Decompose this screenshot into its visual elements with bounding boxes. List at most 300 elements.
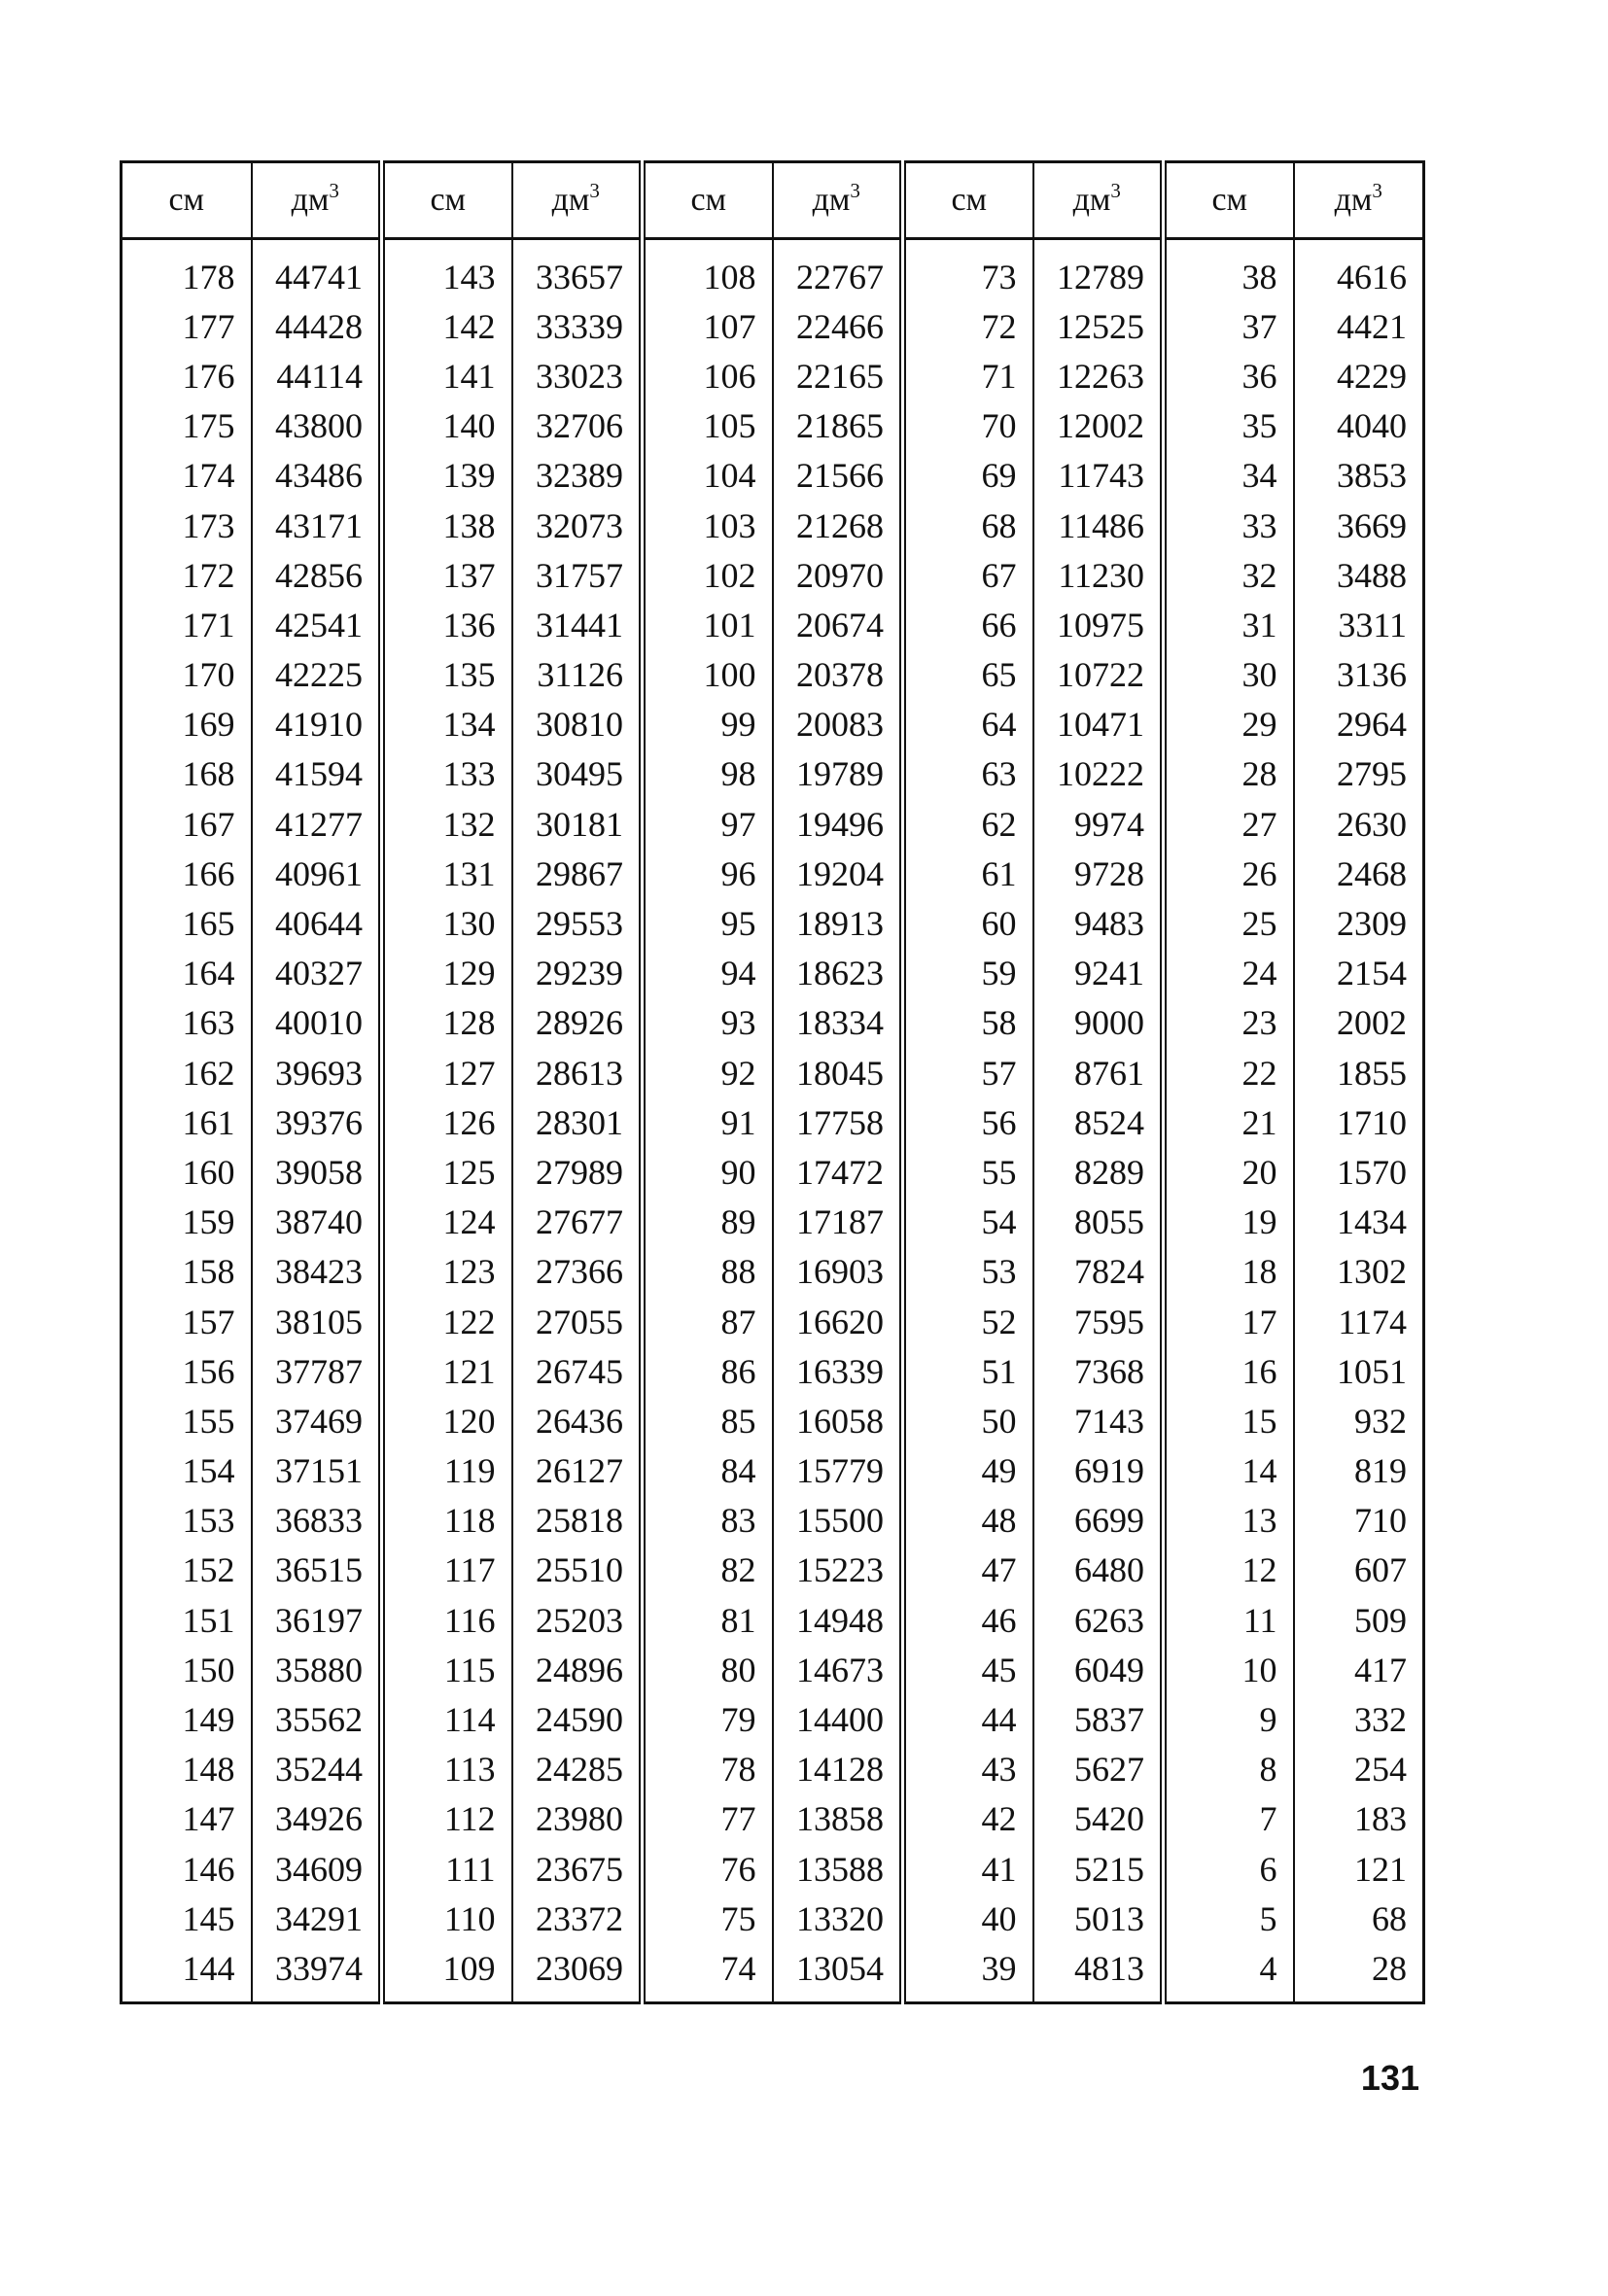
dm3-value: 3853 (1294, 451, 1424, 501)
cm-value: 133 (382, 749, 512, 799)
cm-value: 125 (382, 1147, 512, 1197)
cm-value: 134 (382, 700, 512, 749)
cm-value: 38 (1164, 239, 1294, 302)
cm-value: 105 (643, 401, 773, 451)
cm-value: 147 (182, 1799, 235, 1839)
cm-value: 5 (1164, 1894, 1294, 1943)
cm-value: 26 (1164, 849, 1294, 898)
cm-value: 73 (903, 239, 1033, 302)
dm3-value: 22767 (773, 239, 903, 302)
cm-value: 145 (182, 1898, 235, 1938)
cm-value: 178 (182, 257, 235, 296)
dm3-value: 417 (1294, 1645, 1424, 1694)
dm3-value: 25510 (512, 1546, 643, 1595)
dm3-value: 23675 (512, 1844, 643, 1894)
cm-value: 124 (382, 1198, 512, 1247)
dm3-value: 6049 (1033, 1645, 1164, 1694)
cm-value: 150 (182, 1650, 235, 1689)
dm3-value: 2154 (1294, 949, 1424, 998)
cm-value: 18 (1164, 1247, 1294, 1297)
table-row (122, 1198, 1424, 1247)
dm3-value: 2795 (1294, 749, 1424, 799)
table-row (122, 898, 1424, 948)
table-row (122, 799, 1424, 849)
cm-value: 131 (382, 849, 512, 898)
table-row (122, 1844, 1424, 1894)
cm-value: 109 (382, 1943, 512, 2002)
dm3-value: 10222 (1033, 749, 1164, 799)
dm3-value: 32389 (512, 451, 643, 501)
cm-value: 103 (643, 501, 773, 550)
table-row (122, 849, 1424, 898)
dm3-value: 12263 (1033, 351, 1164, 400)
dm3-value: 6263 (1033, 1595, 1164, 1645)
dm3-value: 27366 (512, 1247, 643, 1297)
dm3-value: 44428 (252, 301, 382, 351)
cm-value: 116 (382, 1595, 512, 1645)
cm-value: 75 (643, 1894, 773, 1943)
dm3-value: 7595 (1033, 1297, 1164, 1346)
header-cm-1: см (122, 162, 252, 239)
dm3-value: 33339 (512, 301, 643, 351)
dm3-value: 509 (1294, 1595, 1424, 1645)
table-row (122, 550, 1424, 600)
cm-value: 6 (1164, 1844, 1294, 1894)
table-row (122, 1048, 1424, 1097)
dm3-value: 42856 (252, 550, 382, 600)
cm-value: 76 (643, 1844, 773, 1894)
cm-value: 8 (1164, 1745, 1294, 1794)
cm-value: 174 (182, 456, 235, 496)
cm-value: 43 (903, 1745, 1033, 1794)
header-dm-exponent: 3 (329, 179, 339, 202)
dm3-value: 1051 (1294, 1346, 1424, 1396)
cm-value: 55 (903, 1147, 1033, 1197)
dm3-value: 40010 (252, 998, 382, 1048)
cm-value: 23 (1164, 998, 1294, 1048)
cm-value: 146 (182, 1849, 235, 1889)
cm-value: 63 (903, 749, 1033, 799)
dm3-value: 5627 (1033, 1745, 1164, 1794)
dm3-value: 4421 (1294, 301, 1424, 351)
table-body (122, 239, 1424, 2003)
dm3-value: 39376 (252, 1097, 382, 1147)
dm3-value: 31126 (512, 650, 643, 700)
dm3-value: 8055 (1033, 1198, 1164, 1247)
cm-value: 79 (643, 1694, 773, 1744)
dm3-value: 40644 (252, 898, 382, 948)
cm-value: 80 (643, 1645, 773, 1694)
dm3-value: 11743 (1033, 451, 1164, 501)
dm3-value: 17187 (773, 1198, 903, 1247)
dm3-value: 15223 (773, 1546, 903, 1595)
dm3-value: 23069 (512, 1943, 643, 2002)
cm-value: 130 (382, 898, 512, 948)
dm3-value: 38423 (252, 1247, 382, 1297)
cm-value: 20 (1164, 1147, 1294, 1197)
cm-value: 91 (643, 1097, 773, 1147)
dm3-value: 23372 (512, 1894, 643, 1943)
dm3-value: 3311 (1294, 600, 1424, 649)
dm3-value: 7824 (1033, 1247, 1164, 1297)
cm-value: 108 (643, 239, 773, 302)
cm-value: 86 (643, 1346, 773, 1396)
dm3-value: 18623 (773, 949, 903, 998)
cm-value: 93 (643, 998, 773, 1048)
cm-value: 14 (1164, 1446, 1294, 1496)
cm-value: 48 (903, 1496, 1033, 1546)
dm3-value: 31441 (512, 600, 643, 649)
dm3-value: 39058 (252, 1147, 382, 1197)
dm3-value: 1302 (1294, 1247, 1424, 1297)
dm3-value: 8761 (1033, 1048, 1164, 1097)
table-row (122, 1297, 1424, 1346)
cm-value: 67 (903, 550, 1033, 600)
dm3-value: 9000 (1033, 998, 1164, 1048)
cm-value: 58 (903, 998, 1033, 1048)
table-row (122, 1496, 1424, 1546)
header-dm-exponent: 3 (1110, 179, 1121, 202)
cm-value: 52 (903, 1297, 1033, 1346)
table-row (122, 1097, 1424, 1147)
cm-value: 17 (1164, 1297, 1294, 1346)
dm3-value: 15779 (773, 1446, 903, 1496)
dm3-value: 18045 (773, 1048, 903, 1097)
dm3-value: 3136 (1294, 650, 1424, 700)
table-row (122, 401, 1424, 451)
table-row (122, 1794, 1424, 1844)
volume-table (120, 160, 1425, 2004)
table-row (122, 1147, 1424, 1197)
cm-value: 137 (382, 550, 512, 600)
table-row (122, 1943, 1424, 2002)
cm-value: 22 (1164, 1048, 1294, 1097)
cm-value: 68 (903, 501, 1033, 550)
cm-value: 85 (643, 1396, 773, 1445)
cm-value: 34 (1164, 451, 1294, 501)
cm-value: 11 (1164, 1595, 1294, 1645)
cm-value: 59 (903, 949, 1033, 998)
header-dm-exponent: 3 (1372, 179, 1382, 202)
dm3-value: 20378 (773, 650, 903, 700)
table-row (122, 1247, 1424, 1297)
cm-value: 54 (903, 1198, 1033, 1247)
dm3-value: 43171 (252, 501, 382, 550)
header-cm-5: см (1164, 162, 1294, 239)
dm3-value: 41277 (252, 799, 382, 849)
dm3-value: 4040 (1294, 401, 1424, 451)
cm-value: 136 (382, 600, 512, 649)
cm-value: 104 (643, 451, 773, 501)
cm-value: 169 (182, 705, 235, 745)
cm-value: 46 (903, 1595, 1033, 1645)
dm3-value: 6699 (1033, 1496, 1164, 1546)
cm-value: 117 (382, 1546, 512, 1595)
dm3-value: 2002 (1294, 998, 1424, 1048)
cm-value: 101 (643, 600, 773, 649)
dm3-value: 13054 (773, 1943, 903, 2002)
dm3-value: 30495 (512, 749, 643, 799)
dm3-value: 121 (1294, 1844, 1424, 1894)
table-row (122, 301, 1424, 351)
cm-value: 72 (903, 301, 1033, 351)
cm-value: 154 (182, 1451, 235, 1491)
dm3-value: 38105 (252, 1297, 382, 1346)
dm3-value: 6919 (1033, 1446, 1164, 1496)
table-row (122, 451, 1424, 501)
dm3-value: 10471 (1033, 700, 1164, 749)
dm3-value: 41910 (252, 700, 382, 749)
dm3-value: 13320 (773, 1894, 903, 1943)
dm3-value: 1174 (1294, 1297, 1424, 1346)
dm3-value: 34609 (252, 1844, 382, 1894)
cm-value: 81 (643, 1595, 773, 1645)
cm-value: 36 (1164, 351, 1294, 400)
dm3-value: 31757 (512, 550, 643, 600)
dm3-value: 17758 (773, 1097, 903, 1147)
cm-value: 167 (182, 804, 235, 844)
dm3-value: 20674 (773, 600, 903, 649)
cm-value: 28 (1164, 749, 1294, 799)
dm3-value: 26745 (512, 1346, 643, 1396)
dm3-value: 4229 (1294, 351, 1424, 400)
cm-value: 21 (1164, 1097, 1294, 1147)
dm3-value: 819 (1294, 1446, 1424, 1496)
dm3-value: 43800 (252, 401, 382, 451)
table-row (122, 700, 1424, 749)
cm-value: 120 (382, 1396, 512, 1445)
cm-value: 10 (1164, 1645, 1294, 1694)
dm3-value: 25818 (512, 1496, 643, 1546)
table-row (122, 650, 1424, 700)
cm-value: 35 (1164, 401, 1294, 451)
cm-value: 82 (643, 1546, 773, 1595)
cm-value: 64 (903, 700, 1033, 749)
dm3-value: 22466 (773, 301, 903, 351)
cm-value: 175 (182, 406, 235, 446)
dm3-value: 34291 (252, 1894, 382, 1943)
cm-value: 144 (182, 1948, 235, 1988)
cm-value: 37 (1164, 301, 1294, 351)
dm3-value: 35562 (252, 1694, 382, 1744)
cm-value: 98 (643, 749, 773, 799)
cm-value: 156 (182, 1351, 235, 1391)
dm3-value: 5837 (1033, 1694, 1164, 1744)
cm-value: 15 (1164, 1396, 1294, 1445)
dm3-value: 6480 (1033, 1546, 1164, 1595)
table-row (122, 239, 1424, 302)
dm3-value: 17472 (773, 1147, 903, 1197)
cm-value: 57 (903, 1048, 1033, 1097)
dm3-value: 37787 (252, 1346, 382, 1396)
dm3-value: 11486 (1033, 501, 1164, 550)
cm-value: 71 (903, 351, 1033, 400)
dm3-value: 29553 (512, 898, 643, 948)
cm-value: 42 (903, 1794, 1033, 1844)
cm-value: 177 (182, 306, 235, 346)
cm-value: 32 (1164, 550, 1294, 600)
cm-value: 118 (382, 1496, 512, 1546)
dm3-value: 9483 (1033, 898, 1164, 948)
dm3-value: 12789 (1033, 239, 1164, 302)
dm3-value: 28301 (512, 1097, 643, 1147)
dm3-value: 25203 (512, 1595, 643, 1645)
dm3-value: 932 (1294, 1396, 1424, 1445)
dm3-value: 9241 (1033, 949, 1164, 998)
cm-value: 60 (903, 898, 1033, 948)
cm-value: 44 (903, 1694, 1033, 1744)
header-dm-label: дм (812, 182, 851, 218)
cm-value: 129 (382, 949, 512, 998)
dm3-value: 33974 (252, 1943, 382, 2002)
dm3-value: 2630 (1294, 799, 1424, 849)
dm3-value: 27677 (512, 1198, 643, 1247)
dm3-value: 254 (1294, 1745, 1424, 1794)
cm-value: 30 (1164, 650, 1294, 700)
cm-value: 111 (382, 1844, 512, 1894)
dm3-value: 14128 (773, 1745, 903, 1794)
header-cm-3: см (643, 162, 773, 239)
dm3-value: 42541 (252, 600, 382, 649)
dm3-value: 8524 (1033, 1097, 1164, 1147)
dm3-value: 43486 (252, 451, 382, 501)
cm-value: 65 (903, 650, 1033, 700)
table-row (122, 1446, 1424, 1496)
header-dm-label: дм (1334, 182, 1373, 218)
dm3-value: 39693 (252, 1048, 382, 1097)
cm-value: 83 (643, 1496, 773, 1546)
dm3-value: 32073 (512, 501, 643, 550)
dm3-value: 9728 (1033, 849, 1164, 898)
header-dm3-3 (773, 162, 903, 239)
cm-value: 24 (1164, 949, 1294, 998)
cm-value: 171 (182, 605, 235, 644)
dm3-value: 8289 (1033, 1147, 1164, 1197)
header-row (122, 162, 1424, 239)
dm3-value: 20970 (773, 550, 903, 600)
dm3-value: 20083 (773, 700, 903, 749)
dm3-value: 36197 (252, 1595, 382, 1645)
cm-value: 92 (643, 1048, 773, 1097)
cm-value: 143 (382, 239, 512, 302)
cm-value: 163 (182, 1003, 235, 1043)
dm3-value: 42225 (252, 650, 382, 700)
cm-value: 128 (382, 998, 512, 1048)
cm-value: 51 (903, 1346, 1033, 1396)
header-dm-label: дм (291, 182, 330, 218)
dm3-value: 13858 (773, 1794, 903, 1844)
cm-value: 84 (643, 1446, 773, 1496)
dm3-value: 33023 (512, 351, 643, 400)
dm3-value: 5215 (1033, 1844, 1164, 1894)
dm3-value: 27989 (512, 1147, 643, 1197)
table-row (122, 1894, 1424, 1943)
dm3-value: 710 (1294, 1496, 1424, 1546)
cm-value: 47 (903, 1546, 1033, 1595)
dm3-value: 12002 (1033, 401, 1164, 451)
table-row (122, 1346, 1424, 1396)
dm3-value: 37469 (252, 1396, 382, 1445)
dm3-value: 7143 (1033, 1396, 1164, 1445)
dm3-value: 1434 (1294, 1198, 1424, 1247)
table-row (122, 351, 1424, 400)
dm3-value: 32706 (512, 401, 643, 451)
dm3-value: 14673 (773, 1645, 903, 1694)
cm-value: 114 (382, 1694, 512, 1744)
cm-value: 153 (182, 1501, 235, 1541)
cm-value: 25 (1164, 898, 1294, 948)
dm3-value: 19789 (773, 749, 903, 799)
cm-value: 140 (382, 401, 512, 451)
table-row (122, 501, 1424, 550)
dm3-value: 23980 (512, 1794, 643, 1844)
dm3-value: 183 (1294, 1794, 1424, 1844)
cm-value: 7 (1164, 1794, 1294, 1844)
dm3-value: 36515 (252, 1546, 382, 1595)
cm-value: 66 (903, 600, 1033, 649)
cm-value: 27 (1164, 799, 1294, 849)
dm3-value: 2309 (1294, 898, 1424, 948)
dm3-value: 27055 (512, 1297, 643, 1346)
dm3-value: 44114 (252, 351, 382, 400)
dm3-value: 14948 (773, 1595, 903, 1645)
cm-value: 162 (182, 1053, 235, 1093)
dm3-value: 10975 (1033, 600, 1164, 649)
dm3-value: 5420 (1033, 1794, 1164, 1844)
cm-value: 107 (643, 301, 773, 351)
dm3-value: 40961 (252, 849, 382, 898)
table-row (122, 949, 1424, 998)
cm-value: 89 (643, 1198, 773, 1247)
dm3-value: 33657 (512, 239, 643, 302)
cm-value: 172 (182, 555, 235, 595)
dm3-value: 16903 (773, 1247, 903, 1297)
cm-value: 49 (903, 1446, 1033, 1496)
dm3-value: 30181 (512, 799, 643, 849)
cm-value: 158 (182, 1252, 235, 1292)
dm3-value: 5013 (1033, 1894, 1164, 1943)
header-dm-exponent: 3 (589, 179, 600, 202)
dm3-value: 26436 (512, 1396, 643, 1445)
cm-value: 90 (643, 1147, 773, 1197)
dm3-value: 13588 (773, 1844, 903, 1894)
cm-value: 53 (903, 1247, 1033, 1297)
cm-value: 139 (382, 451, 512, 501)
cm-value: 132 (382, 799, 512, 849)
cm-value: 155 (182, 1401, 235, 1441)
cm-value: 9 (1164, 1694, 1294, 1744)
cm-value: 152 (182, 1550, 235, 1590)
cm-value: 165 (182, 904, 235, 944)
cm-value: 138 (382, 501, 512, 550)
dm3-value: 28926 (512, 998, 643, 1048)
dm3-value: 44741 (252, 239, 382, 302)
cm-value: 62 (903, 799, 1033, 849)
dm3-value: 607 (1294, 1546, 1424, 1595)
cm-value: 40 (903, 1894, 1033, 1943)
cm-value: 148 (182, 1750, 235, 1790)
dm3-value: 29867 (512, 849, 643, 898)
cm-value: 69 (903, 451, 1033, 501)
dm3-value: 40327 (252, 949, 382, 998)
cm-value: 88 (643, 1247, 773, 1297)
dm3-value: 19204 (773, 849, 903, 898)
table-row (122, 1694, 1424, 1744)
cm-value: 77 (643, 1794, 773, 1844)
cm-value: 170 (182, 655, 235, 695)
dm3-value: 2964 (1294, 700, 1424, 749)
table-row (122, 749, 1424, 799)
